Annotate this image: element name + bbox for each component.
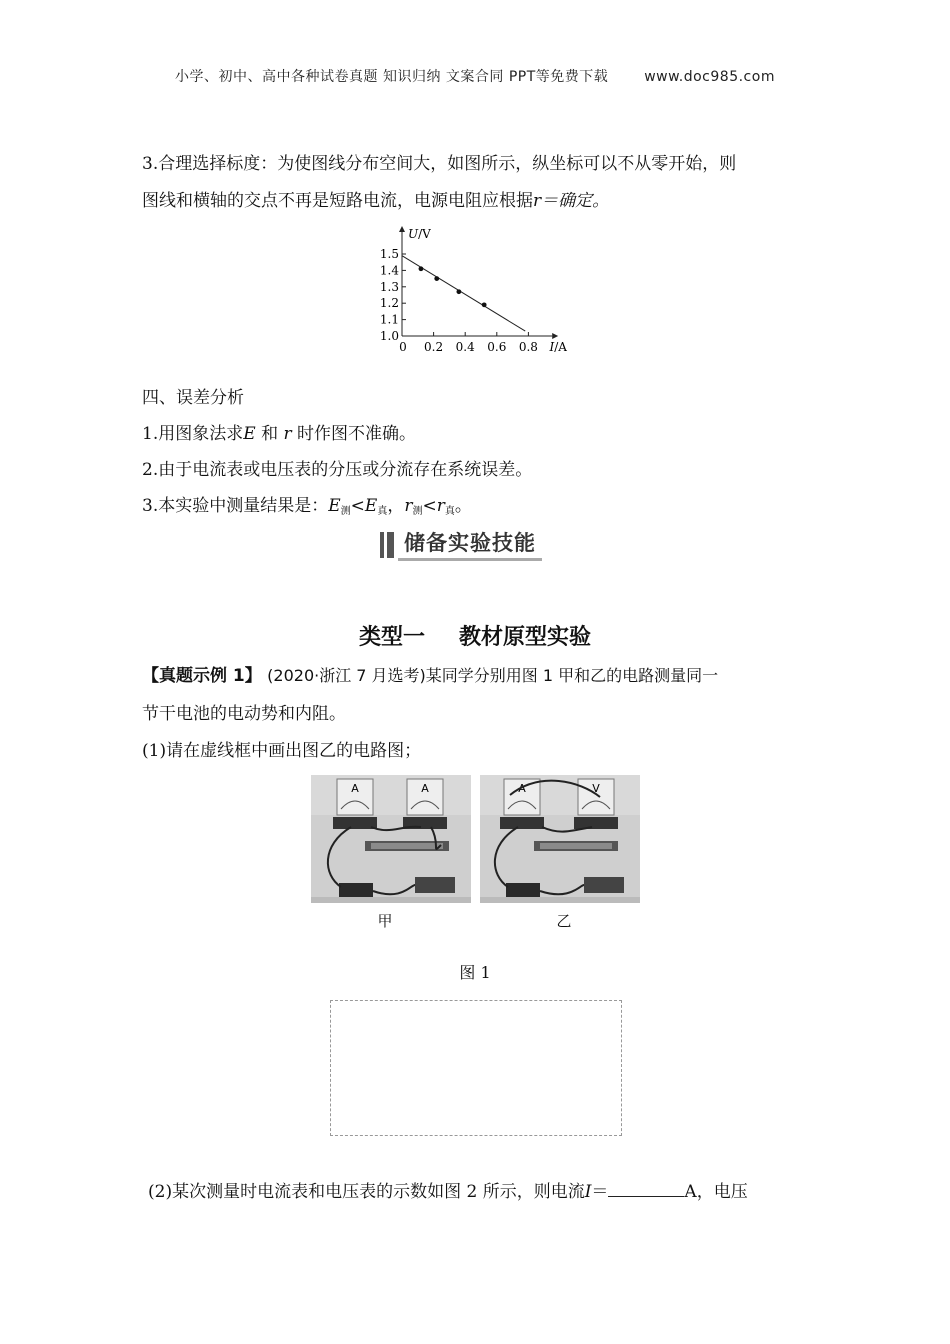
current-answer-blank[interactable]	[608, 1178, 684, 1197]
error-item-3	[142, 494, 472, 521]
data-point	[434, 276, 439, 281]
example-source: (2020·浙江 7 月选考)某同学分别用图 1 甲和乙的电路测量同一	[267, 666, 719, 685]
x-tick-label: 0.2	[424, 340, 444, 354]
lt-2: <	[422, 496, 437, 516]
scale-paragraph-line1: 3.合理选择标度：为使图线分布空间大，如图所示，纵坐标可以不从零开始，则	[142, 154, 737, 174]
y-tick-label: 1.0	[379, 329, 399, 343]
type-heading-right: 教材原型实验	[459, 625, 592, 650]
E-measured: E	[328, 496, 341, 516]
y-axis-label: U/V	[408, 227, 431, 241]
banner-text: 储备实验技能	[398, 528, 542, 561]
meter-v-label-b: V	[592, 782, 600, 795]
sub-measured-1: 测	[340, 506, 351, 517]
x-axis-label: I/A	[549, 340, 567, 354]
example-line2: 节干电池的电动势和内阻。	[142, 704, 346, 724]
type-heading-left: 类型一	[358, 625, 425, 650]
data-point	[482, 302, 487, 307]
E-true: E	[364, 496, 378, 516]
item1-a: 1.用图象法求	[142, 424, 244, 444]
item3-a: 3.本实验中测量结果是：	[142, 496, 329, 516]
error-item-2: 2.由于电流表或电压表的分压或分流存在系统误差。	[142, 460, 533, 480]
line2-prefix: 图线和横轴的交点不再是短路电流，电源电阻应根据	[142, 191, 533, 211]
photo-circuit-b	[480, 775, 640, 903]
photo-a-label: 甲	[377, 912, 393, 930]
data-point	[419, 266, 424, 271]
error-item-1	[142, 422, 416, 446]
x-tick-label: 0.8	[518, 340, 538, 354]
sub-true-2: 真	[444, 506, 455, 517]
q2-current-var: I	[584, 1182, 592, 1202]
data-point	[456, 289, 461, 294]
header-url: www.doc985.com	[644, 69, 775, 85]
y-axis-arrow	[399, 226, 405, 232]
scale-paragraph-line2	[142, 189, 609, 213]
photo-circuit-a	[311, 775, 471, 903]
section-banner	[380, 528, 570, 560]
example-line1	[142, 664, 718, 688]
y-tick-label: 1.1	[379, 312, 399, 327]
item1-c: 时作图不准确。	[297, 424, 417, 444]
circuit-drawing-box[interactable]	[330, 1000, 622, 1136]
x-tick-label: 0	[399, 340, 407, 354]
circuit-photo-b-drawing	[480, 775, 640, 903]
ui-chart	[370, 222, 580, 362]
meter-a-label: A	[351, 782, 359, 795]
type-heading	[0, 620, 950, 651]
figure-1-caption: 图 1	[459, 963, 491, 982]
q2-eq: ＝	[591, 1182, 609, 1202]
circuit-photo-a-drawing	[311, 775, 471, 903]
y-tick-label: 1.4	[379, 263, 399, 278]
x-axis-arrow	[552, 333, 558, 339]
photo-b-label: 乙	[556, 912, 572, 930]
r-variable: r	[533, 191, 542, 211]
x-tick-label: 0.4	[455, 340, 475, 354]
line2-suffix: ＝确定。	[541, 191, 610, 211]
sub-true-1: 真	[377, 506, 388, 517]
x-tick-label: 0.6	[487, 340, 507, 354]
q2-unit: A，电压	[684, 1182, 748, 1202]
item1-b: 和	[261, 424, 279, 444]
header-left: 小学、初中、高中各种试卷真题 知识归纳 文案合同 PPT等免费下载	[175, 69, 609, 85]
item1-E: E	[243, 424, 256, 444]
period: 。	[454, 496, 472, 516]
question-1: (1)请在虚线框中画出图乙的电路图；	[142, 741, 422, 761]
y-tick-label: 1.5	[379, 247, 399, 261]
y-tick-label: 1.2	[379, 296, 399, 311]
r-measured: r	[404, 496, 413, 516]
comma: ，	[387, 496, 405, 516]
banner-bar-thick	[387, 532, 394, 558]
error-heading: 四、误差分析	[142, 388, 244, 408]
page-header	[0, 66, 950, 86]
banner-bar-thin	[380, 532, 384, 558]
y-tick-label: 1.3	[379, 279, 399, 294]
r-true: r	[436, 496, 445, 516]
question-2	[148, 1178, 748, 1204]
meter-v-label: A	[421, 782, 429, 795]
meter-a-label-b: A	[518, 782, 526, 795]
sub-measured-2: 测	[412, 506, 423, 517]
q2-text: (2)某次测量时电流表和电压表的示数如图 2 所示，则电流	[148, 1182, 585, 1202]
example-tag: 【真题示例 1】	[142, 666, 262, 686]
item1-r: r	[283, 424, 292, 444]
lt-1: <	[350, 496, 365, 516]
